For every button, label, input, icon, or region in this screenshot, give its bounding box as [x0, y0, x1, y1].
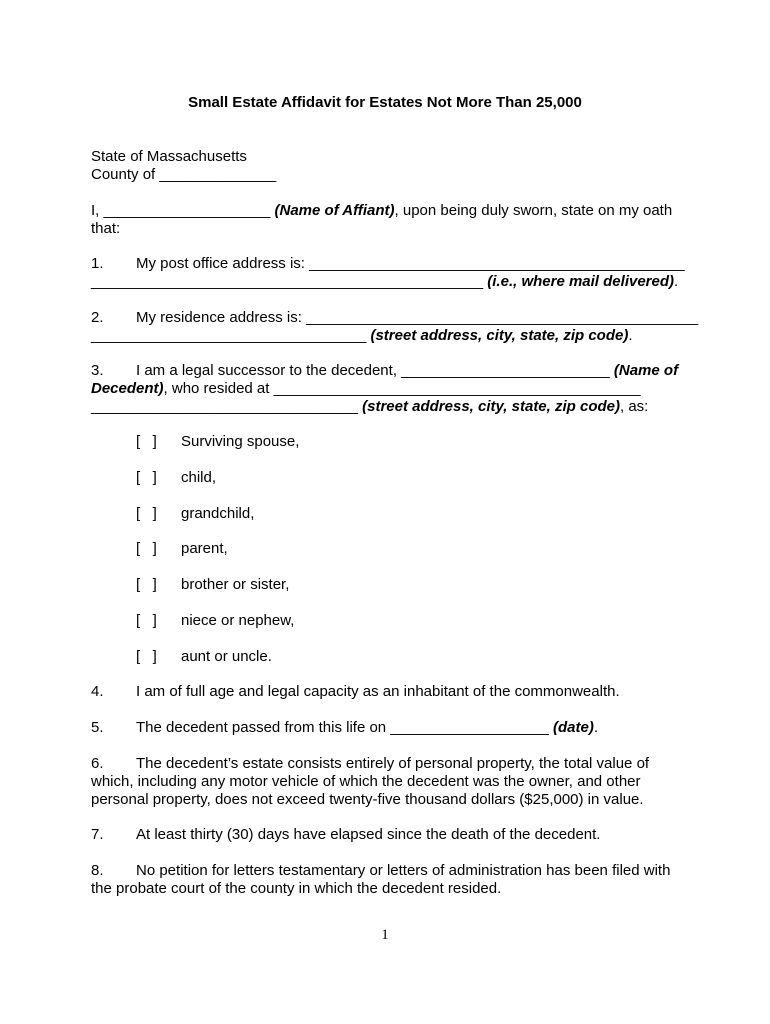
checkbox[interactable]: [ ] [136, 433, 157, 450]
punctuation: . [628, 327, 633, 344]
state-line: State of Massachusetts [91, 148, 247, 165]
item-text: At least thirty (30) days have elapsed since the death of the decedent. [136, 826, 601, 843]
item-5 [91, 719, 598, 737]
item-number: 4. [91, 683, 104, 700]
item-text: No petition for letters testamentary or letters of administration has been filed with [136, 862, 671, 879]
relation-option[interactable] [136, 469, 216, 487]
item-number: 5. [91, 719, 104, 736]
checkbox[interactable]: [ ] [136, 648, 157, 665]
item-6-line-3: personal property, does not exceed twenty-five thousand dollars ($25,000) in value. [91, 791, 644, 808]
item-text: I am a legal successor to the decedent, _________________________ [136, 362, 614, 379]
item-7 [91, 826, 600, 844]
item-6-line-2: which, including any motor vehicle of which the decedent was the owner, and other [91, 773, 641, 790]
item-text: The decedent’s estate consists entirely of personal property, the total value of [136, 755, 650, 772]
relation-label: aunt or uncle. [181, 648, 272, 665]
item-number: 6. [91, 755, 104, 772]
checkbox[interactable]: [ ] [136, 540, 157, 557]
relation-option[interactable] [136, 505, 254, 523]
relation-label: brother or sister, [181, 576, 290, 593]
checkbox[interactable]: [ ] [136, 576, 157, 593]
relation-label: niece or nephew, [181, 612, 295, 629]
item-number: 7. [91, 826, 104, 843]
affiant-oath: , upon being duly sworn, state on my oath [394, 202, 673, 219]
item-8-line-2: the probate court of the county in which the decedent resided. [91, 880, 502, 897]
relation-option[interactable] [136, 648, 272, 666]
document-title: Small Estate Affidavit for Estates Not More Than 25,000 [188, 94, 582, 111]
item-text: , as: [620, 398, 649, 415]
punctuation: . [674, 273, 679, 290]
item-text: , who resided at ____________________________________________ [163, 380, 641, 397]
relation-option[interactable] [136, 433, 299, 451]
blank-line: _______________________________________________ [91, 273, 488, 290]
relation-label: child, [181, 469, 217, 486]
item-6-line-1 [91, 755, 649, 773]
item-2-line-1 [91, 309, 698, 327]
affiant-line [91, 202, 672, 220]
relation-label: Surviving spouse, [181, 433, 300, 450]
item-1-line-2 [91, 273, 678, 291]
item-8-line-1 [91, 862, 670, 880]
item-number: 3. [91, 362, 104, 379]
item-number: 2. [91, 309, 104, 326]
item-text: I am of full age and legal capacity as an inhabitant of the commonwealth. [136, 683, 620, 700]
blank-line: _________________________________ [91, 327, 371, 344]
field-label: (Name of [613, 362, 679, 379]
item-3-line-3 [91, 398, 648, 416]
relation-label: parent, [181, 540, 228, 557]
item-3-line-2 [91, 380, 641, 398]
checkbox[interactable]: [ ] [136, 612, 157, 629]
item-text: The decedent passed from this life on ___________________ [136, 719, 553, 736]
affiant-label: (Name of Affiant) [274, 202, 395, 219]
relation-option[interactable] [136, 612, 294, 630]
item-1-line-1 [91, 255, 685, 273]
punctuation: . [593, 719, 598, 736]
item-text: My residence address is: _______________________________________________ [136, 309, 699, 326]
field-label: (street address, city, state, zip code) [370, 327, 629, 344]
blank-line: ________________________________ [91, 398, 363, 415]
page-number: 1 [381, 927, 389, 943]
field-label: (i.e., where mail delivered) [487, 273, 675, 290]
relation-option[interactable] [136, 576, 289, 594]
affiant-line-2: that: [91, 220, 121, 237]
item-text: My post office address is: _____________________________________________ [136, 255, 685, 272]
item-2-line-2 [91, 327, 633, 345]
item-number: 8. [91, 862, 104, 879]
item-4 [91, 683, 620, 701]
checkbox[interactable]: [ ] [136, 469, 157, 486]
field-label: (date) [552, 719, 594, 736]
item-3-line-1 [91, 362, 678, 380]
county-line: County of ______________ [91, 166, 277, 183]
checkbox[interactable]: [ ] [136, 505, 157, 522]
relation-label: grandchild, [181, 505, 255, 522]
field-label: Decedent) [91, 380, 164, 397]
affiant-blank: I, ____________________ [91, 202, 275, 219]
relation-option[interactable] [136, 540, 228, 558]
item-number: 1. [91, 255, 104, 272]
field-label: (street address, city, state, zip code) [362, 398, 620, 415]
